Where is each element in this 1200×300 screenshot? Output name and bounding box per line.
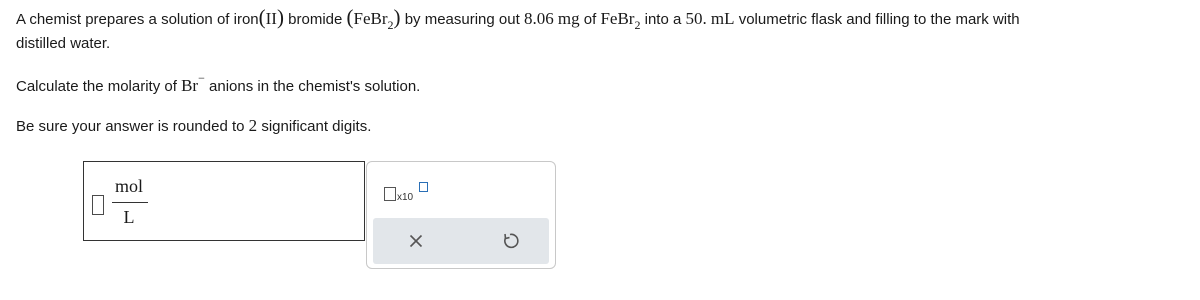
- fraction-bar: [112, 202, 148, 203]
- oxidation-state: II: [265, 9, 277, 28]
- clear-button[interactable]: [400, 226, 432, 256]
- tool-bar: [373, 218, 549, 264]
- formula: FeBr$_2$: [353, 9, 394, 32]
- close-icon: [400, 226, 432, 256]
- question-text-line2: distilled water.: [16, 35, 111, 52]
- answer-box: [83, 161, 365, 241]
- x10-label: x10: [397, 192, 414, 203]
- answer-tools-panel: [366, 161, 556, 269]
- scientific-notation-button[interactable]: [379, 176, 427, 210]
- volume-value: 50.: [685, 9, 707, 28]
- question-text: A chemist prepares a solution of iron(II) bromide (FeBr$_2$) by measuring out 8.06 mg of FeBr$_2$ into a 50. mL volumetric flask and filling to the mark with: [16, 5, 1020, 32]
- base-box-icon: [384, 187, 396, 201]
- answer-input[interactable]: [92, 195, 104, 215]
- undo-icon: [494, 226, 526, 256]
- mass-value: 8.06: [523, 9, 554, 28]
- volume-unit: mL: [710, 9, 735, 28]
- sigfig-instruction: Be sure your answer is rounded to 2 significant digits.: [16, 116, 372, 135]
- ion: Br−: [181, 71, 205, 95]
- formula-2: FeBr$_2$: [600, 9, 641, 32]
- unit-denominator: L: [123, 207, 135, 227]
- mass-unit: mg: [557, 9, 580, 28]
- sigfig-count: 2: [248, 116, 258, 135]
- exponent-box-icon: [419, 182, 428, 192]
- calculate-prompt: Calculate the molarity of Br− anions in the chemist's solution.: [16, 71, 421, 95]
- undo-button[interactable]: [494, 226, 526, 256]
- unit-numerator: mol: [114, 176, 143, 196]
